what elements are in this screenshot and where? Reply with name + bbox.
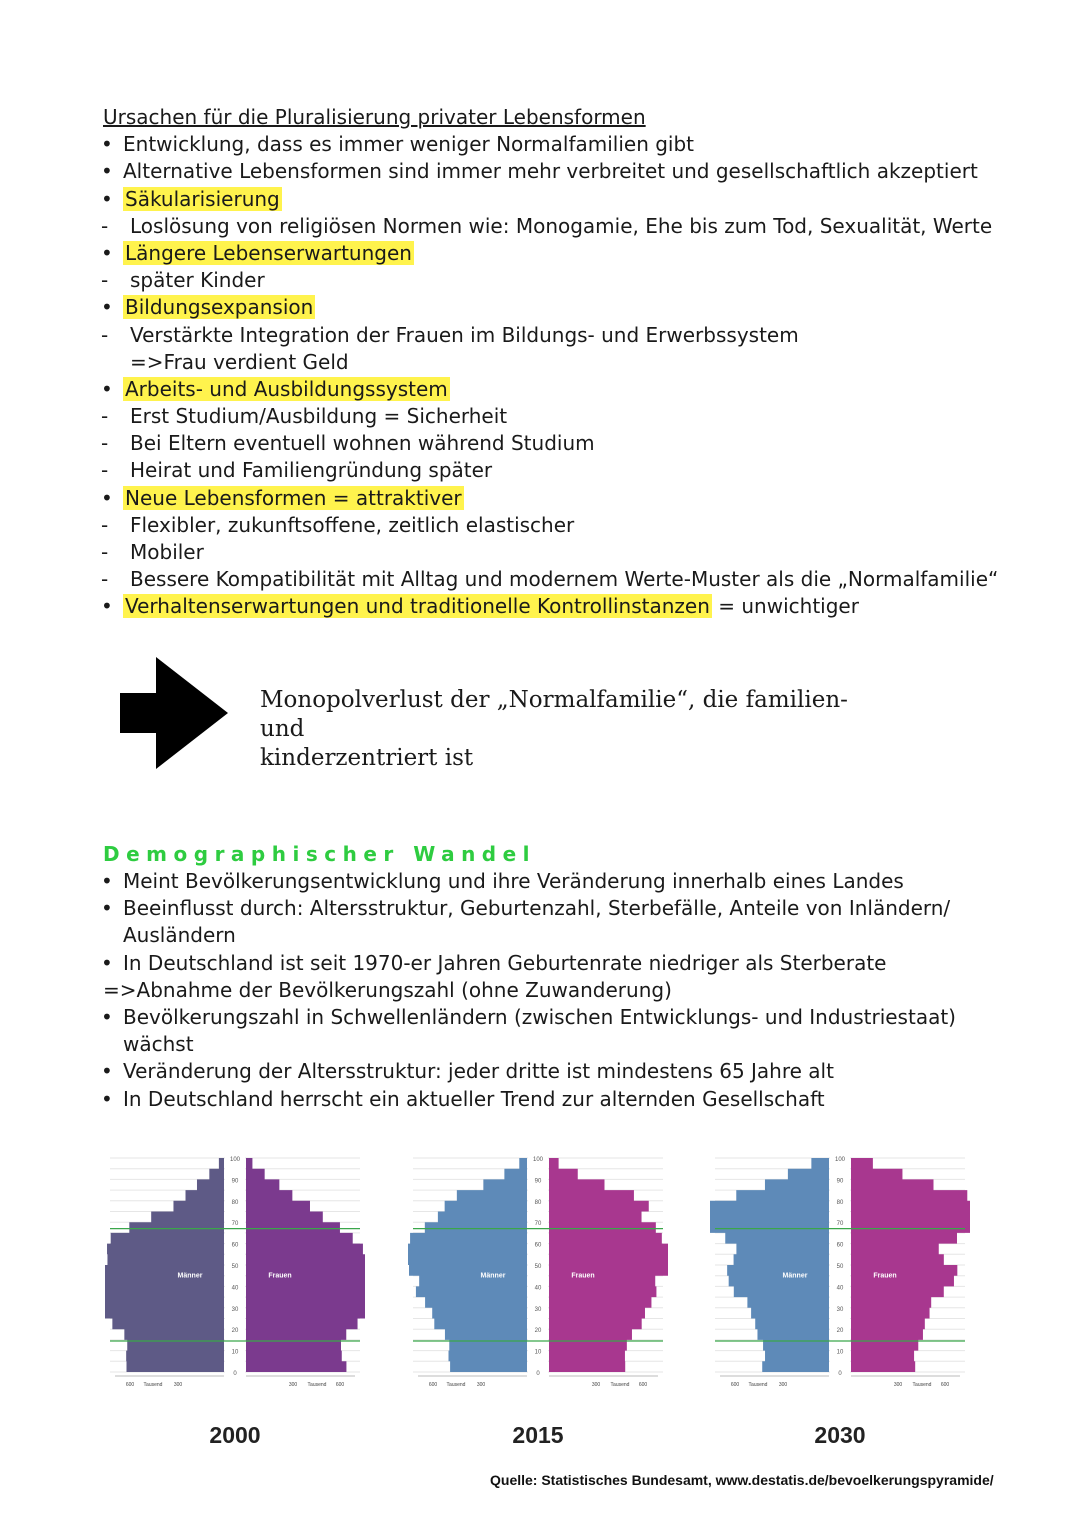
axis-tick-label: 300 [288,1382,298,1388]
age-tick-label: 0 [233,1371,237,1377]
age-tick-label: 0 [536,1371,540,1377]
axis-tick-label: Tausend [307,1382,327,1388]
population-pyramid-2030 [710,1150,970,1395]
bullet-icon: • [101,869,113,893]
bullet-item [103,294,1003,321]
dash-item [103,213,1003,240]
age-tick-label: 50 [836,1264,844,1270]
axis-tick-label: 300 [476,1382,486,1388]
item-text: Erst Studium/Ausbildung = Sicherheit [130,404,508,429]
dash-item [103,430,1003,457]
continuation-line [103,1031,1003,1058]
age-tick-label: 70 [534,1221,542,1228]
item-text: Meint Bevölkerungsentwicklung und ihre Veränderung innerhalb eines Landes [123,869,904,893]
item-text: Bildungsexpansion [125,295,314,320]
item-text: Veränderung der Altersstruktur: jeder dritte ist mindestens 65 Jahre alt [123,1059,834,1084]
age-tick-label: 100 [532,1157,544,1163]
dash-item [103,512,1003,539]
pyramid-chart [710,1150,970,1395]
dash-icon: - [101,458,109,483]
age-tick-label: 10 [231,1349,239,1356]
item-text: Verhaltenserwartungen und traditionelle Kontrollinstanzen [125,594,710,619]
age-tick-label: 60 [836,1242,844,1249]
item-text: Verstärkte Integration der Frauen im Bildungs- und Erwerbssystem [130,322,799,347]
female-label: Frauen [268,1272,292,1280]
age-tick-label: 30 [231,1306,239,1313]
age-tick-label: 80 [231,1199,239,1206]
bullet-item [103,593,1003,620]
pyramid-chart [408,1150,668,1395]
age-tick-label: 70 [836,1221,844,1228]
demographics-section [103,868,1003,1113]
pyramid-year-label: 2000 [209,1422,261,1448]
bullet-item [103,158,1003,185]
dash-icon: - [101,213,109,238]
age-tick-label: 20 [836,1328,844,1335]
dash-icon: - [101,540,109,564]
demographics-title: Demographischer Wandel [103,842,537,866]
bullet-item [103,186,1003,213]
item-text: Bessere Kompatibilität mit Alltag und modernem Werte-Muster als die „Normalfamilie“ [130,567,999,592]
age-tick-label: 70 [231,1221,239,1228]
causes-section [103,104,1003,621]
continuation-line [103,349,1003,376]
arrow-right-icon [118,657,230,769]
item-text: Längere Lebenserwartungen [125,240,412,265]
dash-item [103,457,1003,484]
bullet-icon: • [101,1086,113,1111]
male-label: Männer [782,1272,808,1280]
bullet-item [103,950,1003,977]
axis-tick-label: 300 [173,1382,183,1388]
continuation-line [103,977,1003,1004]
item-text: Arbeits- und Ausbildungssystem [125,376,448,401]
age-tick-label: 90 [836,1178,844,1185]
item-text: Heirat und Familiengründung später [130,458,493,483]
causes-list [103,131,1003,620]
axis-tick-label: 600 [125,1382,135,1388]
item-text: Neue Lebensformen = attraktiver [125,485,462,510]
age-tick-label: 20 [534,1328,542,1335]
axis-tick-label: 300 [893,1382,903,1388]
age-tick-label: 40 [231,1285,239,1292]
bullet-icon: • [101,594,113,619]
age-tick-label: 100 [834,1157,846,1163]
item-text: später Kinder [130,268,265,293]
axis-tick-label: 300 [591,1382,601,1388]
bullet-icon: • [101,376,113,401]
age-tick-label: 30 [534,1306,542,1313]
bullet-icon: • [101,1059,113,1084]
age-tick-label: 80 [534,1199,542,1206]
pyramid-chart [105,1150,365,1395]
dash-item [103,539,1003,566]
axis-tick-label: 600 [638,1382,648,1388]
population-pyramid-2000 [105,1150,365,1395]
age-tick-label: 90 [231,1178,239,1185]
item-text: Loslösung von religiösen Normen wie: Monogamie, Ehe bis zum Tod, Sexualität, Werte [130,213,993,238]
axis-tick-label: 600 [940,1382,950,1388]
bullet-icon: • [101,240,113,265]
item-text: Flexibler, zukunftsoffene, zeitlich elastischer [130,512,575,537]
dash-item [103,566,1003,593]
bullet-icon: • [101,159,113,184]
age-tick-label: 60 [534,1242,542,1249]
source-note: Quelle: Statistisches Bundesamt, www.destatis.de/bevoelkerungspyramide/ [490,1472,994,1488]
item-text: Beeinflusst durch: Altersstruktur, Geburtenzahl, Sterbefälle, Anteile von Inländern/ [123,896,951,921]
item-text: =>Frau verdient Geld [130,349,349,374]
age-tick-label: 80 [836,1199,844,1206]
bullet-icon: • [101,1004,113,1029]
bullet-item [103,240,1003,267]
female-label: Frauen [873,1272,897,1280]
dash-item [103,403,1003,430]
dash-icon: - [101,431,109,456]
axis-tick-label: Tausend [610,1382,630,1388]
item-text-tail: = unwichtiger [711,594,859,619]
age-tick-label: 100 [229,1157,241,1163]
age-tick-label: 10 [534,1349,542,1356]
continuation-line [103,922,1003,949]
axis-tick-label: 600 [335,1382,345,1388]
axis-tick-label: 600 [730,1382,740,1388]
causes-title: Ursachen für die Pluralisierung privater Lebensformen [103,105,646,129]
age-tick-label: 40 [836,1285,844,1292]
dash-item [103,267,1003,294]
age-tick-label: 0 [838,1371,842,1377]
axis-tick-label: Tausend [748,1382,768,1388]
item-text: Ausländern [123,923,236,948]
bullet-icon: • [101,950,113,975]
female-label: Frauen [571,1272,595,1280]
bullet-item [103,1086,1003,1113]
age-tick-label: 10 [836,1349,844,1356]
age-tick-label: 50 [231,1264,239,1270]
conclusion-text: Monopolverlust der „Normalfamilie“, die familien- und kinderzentriert ist [260,687,848,771]
dash-icon: - [101,404,109,429]
age-tick-label: 60 [231,1242,239,1249]
bullet-item [103,895,1003,922]
dash-icon: - [101,567,109,592]
item-text: Mobiler [130,540,204,564]
bullet-item [103,376,1003,403]
population-pyramid-2015 [408,1150,668,1395]
item-text: =>Abnahme der Bevölkerungszahl (ohne Zuwanderung) [103,977,672,1002]
demographics-list [103,868,1003,1113]
bullet-icon: • [101,186,113,211]
bullet-icon: • [101,295,113,320]
item-text: Alternative Lebensformen sind immer mehr verbreitet und gesellschaftlich akzeptiert [123,159,978,184]
age-tick-label: 30 [836,1306,844,1313]
age-tick-label: 90 [534,1178,542,1185]
item-text: wächst [123,1032,194,1057]
dash-item [103,322,1003,349]
axis-tick-label: Tausend [446,1382,466,1388]
item-text: In Deutschland herrscht ein aktueller Trend zur alternden Gesellschaft [123,1086,825,1111]
bullet-item [103,1058,1003,1085]
age-tick-label: 20 [231,1328,239,1335]
age-tick-label: 40 [534,1285,542,1292]
dash-icon: - [101,268,109,293]
bullet-item [103,485,1003,512]
age-tick-label: 50 [534,1264,542,1270]
male-label: Männer [177,1272,203,1280]
item-text: Entwicklung, dass es immer weniger Normalfamilien gibt [123,132,695,157]
bullet-icon: • [101,485,113,510]
bullet-item [103,868,1003,895]
item-text: Bevölkerungszahl in Schwellenländern (zwischen Entwicklungs- und Industriestaat) [123,1004,956,1029]
pyramid-year-label: 2030 [814,1422,866,1448]
pyramid-year-label: 2015 [512,1422,564,1448]
dash-icon: - [101,512,109,537]
item-text: Säkularisierung [125,186,280,211]
male-label: Männer [480,1272,506,1280]
axis-tick-label: 600 [428,1382,438,1388]
axis-tick-label: Tausend [143,1382,163,1388]
bullet-item [103,1004,1003,1031]
bullet-icon: • [101,132,113,157]
axis-tick-label: 300 [778,1382,788,1388]
axis-tick-label: Tausend [912,1382,932,1388]
item-text: Bei Eltern eventuell wohnen während Studium [130,431,595,456]
bullet-item [103,131,1003,158]
bullet-icon: • [101,896,113,921]
item-text: In Deutschland ist seit 1970-er Jahren Geburtenrate niedriger als Sterberate [123,950,887,975]
dash-icon: - [101,322,109,347]
